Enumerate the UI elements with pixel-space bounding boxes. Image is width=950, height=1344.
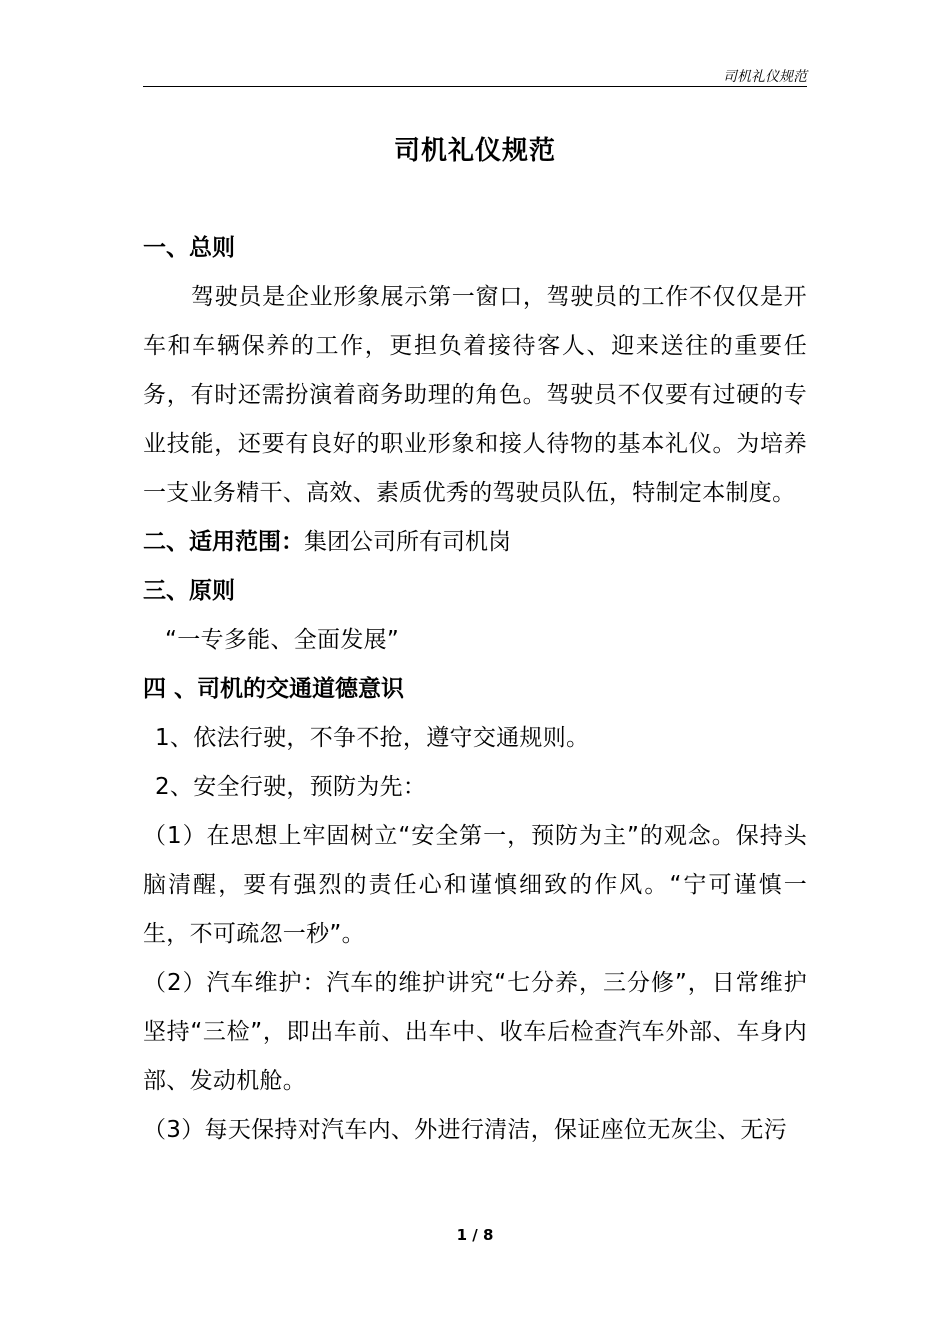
section-heading-scope	[143, 518, 807, 567]
list-item: 2、安全行驶，预防为先：	[155, 774, 427, 800]
document-title: 司机礼仪规范	[393, 136, 556, 166]
section-heading-general: 一、总则	[143, 235, 235, 261]
sub-item: （2）汽车维护：汽车的维护讲究“七分养，三分修”，日常维护坚持“三检”，即出车前、出车中、收车后检查汽车外部、车身内部、发动机舱。	[143, 970, 807, 1094]
header-title: 司机礼仪规范	[723, 69, 807, 85]
document-body	[143, 224, 807, 1155]
section-general-body: 驾驶员是企业形象展示第一窗口，驾驶员的工作不仅仅是开车和车辆保养的工作，更担负着接待客人、迎来送往的重要任务，有时还需扮演着商务助理的角色。驾驶员不仅要有过硬的专业技能，还要有良好的职业形象和接人待物的基本礼仪。为培养一支业务精干、高效、素质优秀的驾驶员队伍，特制定本制度。	[143, 284, 807, 506]
principle-body: “一专多能、全面发展”	[165, 627, 400, 653]
scope-value: 集团公司所有司机岗	[304, 529, 511, 555]
page-number: 1 / 8	[456, 1226, 494, 1244]
sub-item: （1）在思想上牢固树立“安全第一，预防为主”的观念。保持头脑清醒，要有强烈的责任心和谨慎细致的作风。“宁可谨慎一生，不可疏忽一秒”。	[143, 823, 807, 947]
list-item: 1、依法行驶，不争不抢，遵守交通规则。	[155, 725, 590, 751]
section-heading-principle: 三、原则	[143, 578, 235, 604]
sub-item: （3）每天保持对汽车内、外进行清洁，保证座位无灰尘、无污	[143, 1117, 788, 1143]
scope-label: 二、适用范围：	[143, 529, 304, 555]
page-header	[143, 62, 807, 87]
section-heading-traffic-ethics: 四 、司机的交通道德意识	[143, 676, 405, 702]
